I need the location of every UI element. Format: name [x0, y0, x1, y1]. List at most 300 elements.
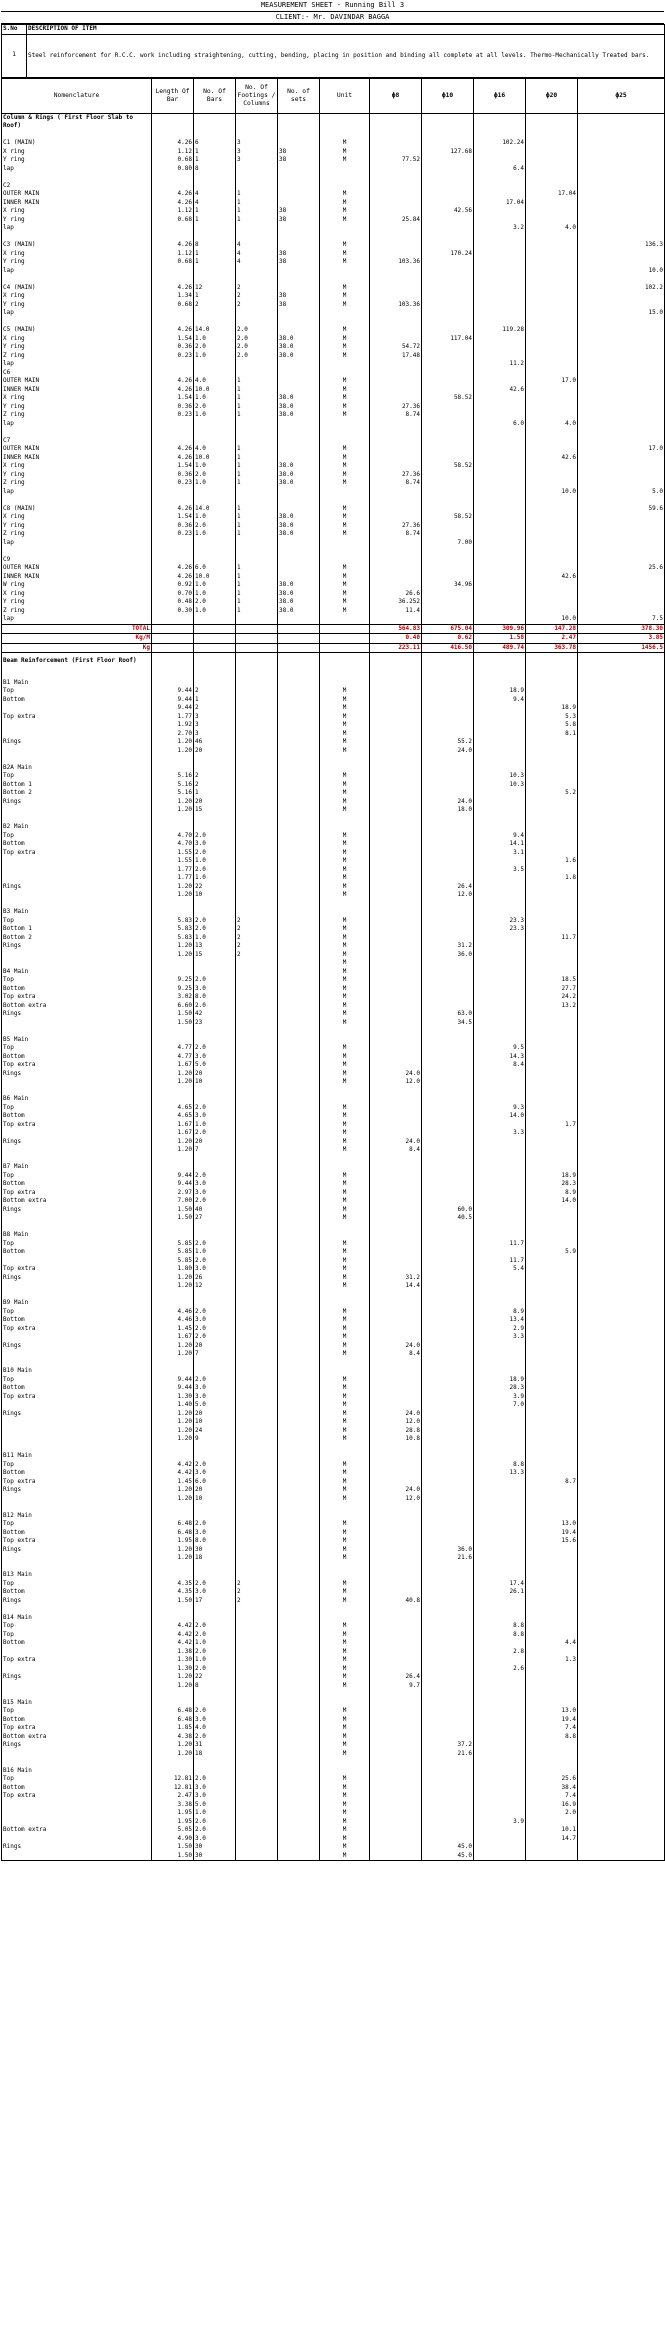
table-cell: 8.9: [474, 1308, 526, 1317]
table-cell: 10: [194, 1495, 236, 1504]
table-cell: lap: [2, 488, 152, 497]
table-cell: M: [320, 747, 370, 756]
table-cell: [474, 454, 526, 463]
table-cell: [526, 1571, 578, 1580]
table-cell: 5.83: [152, 925, 194, 934]
table-cell: X ring: [2, 207, 152, 216]
table-cell: [578, 806, 665, 815]
table-cell: [474, 713, 526, 722]
table-cell: [320, 1605, 370, 1614]
table-cell: [526, 182, 578, 191]
table-cell: [474, 522, 526, 531]
table-cell: [370, 1656, 422, 1665]
table-cell: 10.3: [474, 772, 526, 781]
table-cell: [422, 1682, 474, 1691]
table-cell: Rings: [2, 1138, 152, 1147]
table-cell: lap: [2, 360, 152, 369]
table-cell: 4.26: [152, 505, 194, 514]
table-cell: 15: [194, 951, 236, 960]
table-row: [2, 917, 665, 926]
table-cell: 3.0: [194, 1716, 236, 1725]
table-cell: [474, 1554, 526, 1563]
table-cell: [278, 539, 320, 548]
table-cell: [526, 764, 578, 773]
table-cell: [474, 1546, 526, 1555]
table-cell: 2.0: [194, 1376, 236, 1385]
table-cell: 38.0: [278, 590, 320, 599]
table-cell: [578, 1257, 665, 1266]
table-cell: Top extra: [2, 1325, 152, 1334]
table-cell: Bottom 1: [2, 781, 152, 790]
table-cell: [236, 1767, 278, 1776]
table-cell: 13.0: [526, 1520, 578, 1529]
table-cell: [320, 360, 370, 369]
sno-header: S.No: [2, 25, 27, 35]
table-cell: 1.80: [152, 1265, 194, 1274]
table-cell: B2A Main: [2, 764, 152, 773]
table-cell: [278, 488, 320, 497]
table-cell: [320, 1614, 370, 1623]
table-cell: 9.44: [152, 1172, 194, 1181]
table-cell: [278, 190, 320, 199]
table-row: [2, 301, 665, 310]
table-row: [2, 1452, 665, 1461]
table-cell: [474, 1350, 526, 1359]
table-cell: [370, 1104, 422, 1113]
table-cell: [236, 1665, 278, 1674]
table-cell: 1: [236, 403, 278, 412]
table-cell: [578, 1342, 665, 1351]
table-cell: [278, 1095, 320, 1104]
table-cell: [474, 1597, 526, 1606]
table-cell: [526, 1223, 578, 1232]
table-cell: [422, 386, 474, 395]
table-cell: M: [320, 1401, 370, 1410]
table-cell: [370, 959, 422, 968]
table-cell: C3 (MAIN): [2, 241, 152, 250]
table-cell: [526, 1308, 578, 1317]
table-cell: 3.02: [152, 993, 194, 1002]
table-cell: [236, 1214, 278, 1223]
table-cell: 4.26: [152, 190, 194, 199]
table-cell: [320, 488, 370, 497]
table-cell: M: [320, 1826, 370, 1835]
table-cell: [526, 1061, 578, 1070]
table-cell: 38: [278, 216, 320, 225]
table-cell: [370, 556, 422, 565]
table-cell: [278, 1189, 320, 1198]
table-cell: [578, 156, 665, 165]
table-cell: 5.0: [578, 488, 665, 497]
table-cell: [370, 462, 422, 471]
table-cell: 4.4: [526, 1639, 578, 1648]
table-cell: [526, 1631, 578, 1640]
table-cell: 2: [236, 1597, 278, 1606]
table-cell: M: [320, 411, 370, 420]
table-row: [2, 615, 665, 624]
table-cell: [474, 951, 526, 960]
table-cell: 63.0: [422, 1010, 474, 1019]
table-cell: [236, 1333, 278, 1342]
table-cell: [370, 513, 422, 522]
table-cell: [194, 539, 236, 548]
table-cell: [474, 704, 526, 713]
table-cell: [278, 1716, 320, 1725]
table-cell: [236, 1325, 278, 1334]
table-cell: [278, 696, 320, 705]
table-cell: 1.20: [152, 806, 194, 815]
table-cell: [370, 1027, 422, 1036]
table-cell: [370, 131, 422, 140]
table-cell: [278, 1665, 320, 1674]
table-cell: [578, 670, 665, 679]
table-cell: [278, 789, 320, 798]
table-cell: [278, 653, 320, 671]
table-cell: 170.24: [422, 250, 474, 259]
table-cell: 4.65: [152, 1112, 194, 1121]
table-cell: 1: [194, 148, 236, 157]
table-cell: 42.56: [422, 207, 474, 216]
table-cell: [370, 1852, 422, 1861]
table-cell: [370, 1206, 422, 1215]
table-cell: INNER MAIN: [2, 199, 152, 208]
table-cell: [474, 598, 526, 607]
table-cell: 25.84: [370, 216, 422, 225]
table-cell: [236, 1775, 278, 1784]
table-cell: [236, 369, 278, 378]
table-row: [2, 1053, 665, 1062]
table-cell: [422, 866, 474, 875]
table-cell: [526, 1410, 578, 1419]
table-cell: [320, 1767, 370, 1776]
table-cell: 25.6: [578, 564, 665, 573]
table-cell: [578, 849, 665, 858]
table-cell: M: [320, 1724, 370, 1733]
table-cell: [578, 1393, 665, 1402]
table-cell: [2, 900, 152, 909]
table-row: [2, 1724, 665, 1733]
table-cell: [236, 772, 278, 781]
table-cell: [474, 1095, 526, 1104]
table-cell: 127.68: [422, 148, 474, 157]
table-row: [2, 335, 665, 344]
table-cell: [526, 496, 578, 505]
table-cell: M: [320, 1197, 370, 1206]
table-cell: [578, 1019, 665, 1028]
table-cell: [236, 1197, 278, 1206]
table-row: [2, 1257, 665, 1266]
table-cell: 1: [194, 258, 236, 267]
table-cell: [422, 1367, 474, 1376]
table-cell: [370, 1563, 422, 1572]
table-cell: [236, 976, 278, 985]
table-cell: 1: [236, 573, 278, 582]
table-cell: [422, 1027, 474, 1036]
table-cell: [474, 513, 526, 522]
table-cell: 7: [194, 1146, 236, 1155]
table-cell: [422, 1316, 474, 1325]
table-cell: 7.5: [578, 615, 665, 624]
table-cell: [370, 1291, 422, 1300]
table-cell: [278, 1699, 320, 1708]
table-cell: M: [320, 564, 370, 573]
table-cell: [474, 1214, 526, 1223]
table-row: [2, 772, 665, 781]
table-cell: [474, 993, 526, 1002]
table-cell: Top extra: [2, 1724, 152, 1733]
table-cell: 2: [194, 687, 236, 696]
table-cell: [526, 1758, 578, 1767]
table-cell: Bottom: [2, 1053, 152, 1062]
table-cell: [422, 1053, 474, 1062]
table-cell: M: [320, 445, 370, 454]
table-row: [2, 670, 665, 679]
table-cell: [278, 1248, 320, 1257]
table-cell: [278, 1588, 320, 1597]
table-cell: 36.0: [422, 951, 474, 960]
table-cell: [152, 1758, 194, 1767]
table-row: [2, 1826, 665, 1835]
table-cell: 0.23: [152, 479, 194, 488]
table-cell: [526, 798, 578, 807]
table-cell: [278, 832, 320, 841]
table-cell: [526, 891, 578, 900]
table-row: [2, 1656, 665, 1665]
table-cell: M: [320, 1180, 370, 1189]
table-cell: [422, 1299, 474, 1308]
table-row: [2, 1002, 665, 1011]
table-cell: [422, 1350, 474, 1359]
item-row: [2, 34, 665, 77]
table-cell: [422, 352, 474, 361]
table-cell: [474, 590, 526, 599]
table-cell: 38.0: [278, 581, 320, 590]
table-cell: [236, 1027, 278, 1036]
table-cell: 45.0: [422, 1843, 474, 1852]
table-cell: 2.0: [194, 1333, 236, 1342]
table-cell: [278, 781, 320, 790]
table-cell: 15: [194, 806, 236, 815]
table-cell: 2.97: [152, 1189, 194, 1198]
table-cell: [526, 1291, 578, 1300]
table-cell: [422, 496, 474, 505]
table-cell: [152, 420, 194, 429]
table-cell: M: [320, 1061, 370, 1070]
table-cell: M: [320, 968, 370, 977]
table-cell: [278, 1767, 320, 1776]
table-cell: [526, 1597, 578, 1606]
table-cell: 10.0: [526, 615, 578, 624]
table-cell: 14.0: [194, 505, 236, 514]
table-cell: [526, 696, 578, 705]
table-cell: [370, 738, 422, 747]
table-cell: 1: [236, 394, 278, 403]
table-cell: 2: [194, 301, 236, 310]
table-cell: 27: [194, 1214, 236, 1223]
table-cell: [194, 908, 236, 917]
table-cell: Top: [2, 1775, 152, 1784]
table-cell: M: [320, 1265, 370, 1274]
table-cell: 10.0: [578, 267, 665, 276]
table-cell: [578, 917, 665, 926]
table-cell: [422, 267, 474, 276]
table-cell: [370, 615, 422, 624]
table-cell: [526, 1282, 578, 1291]
table-cell: [236, 1639, 278, 1648]
table-cell: [236, 634, 278, 644]
table-cell: [526, 1444, 578, 1453]
table-cell: [278, 1435, 320, 1444]
table-cell: M: [320, 1631, 370, 1640]
table-cell: [236, 1299, 278, 1308]
table-cell: [236, 1002, 278, 1011]
table-cell: [370, 1036, 422, 1045]
table-cell: 1.95: [152, 1809, 194, 1818]
table-cell: 46: [194, 738, 236, 747]
table-cell: [578, 292, 665, 301]
table-cell: [422, 309, 474, 318]
table-cell: [278, 1291, 320, 1300]
table-cell: [474, 1231, 526, 1240]
table-cell: M: [320, 1520, 370, 1529]
table-cell: [236, 1852, 278, 1861]
table-cell: [278, 420, 320, 429]
table-cell: X ring: [2, 462, 152, 471]
table-cell: Z ring: [2, 411, 152, 420]
table-cell: [278, 505, 320, 514]
table-cell: [236, 738, 278, 747]
table-cell: Rings: [2, 1206, 152, 1215]
table-cell: [370, 420, 422, 429]
table-cell: [578, 1818, 665, 1827]
table-cell: 1: [236, 581, 278, 590]
table-cell: [422, 1784, 474, 1793]
table-cell: [422, 934, 474, 943]
table-cell: M: [320, 1554, 370, 1563]
table-cell: [526, 772, 578, 781]
table-cell: Y ring: [2, 156, 152, 165]
table-cell: [236, 131, 278, 140]
table-cell: [578, 1724, 665, 1733]
table-cell: [236, 1818, 278, 1827]
table-cell: [278, 815, 320, 824]
table-cell: 147.28: [526, 624, 578, 634]
table-cell: [194, 131, 236, 140]
table-cell: Bottom extra: [2, 1002, 152, 1011]
table-cell: [370, 1095, 422, 1104]
table-cell: [578, 1163, 665, 1172]
table-cell: [422, 241, 474, 250]
table-cell: [370, 292, 422, 301]
table-cell: [278, 1231, 320, 1240]
table-cell: 8.7: [526, 1478, 578, 1487]
table-cell: [474, 462, 526, 471]
table-cell: [578, 1308, 665, 1317]
table-cell: 2: [236, 292, 278, 301]
table-cell: 2.0: [194, 1240, 236, 1249]
table-cell: 38: [278, 156, 320, 165]
table-cell: [2, 318, 152, 327]
table-row: [2, 1512, 665, 1521]
table-cell: [474, 428, 526, 437]
table-cell: [370, 1690, 422, 1699]
table-cell: [578, 1665, 665, 1674]
table-cell: 102.2: [578, 284, 665, 293]
table-cell: 3.0: [194, 840, 236, 849]
table-cell: lap: [2, 615, 152, 624]
table-cell: M: [320, 721, 370, 730]
table-cell: 20: [194, 1070, 236, 1079]
table-cell: Bottom: [2, 1716, 152, 1725]
table-cell: [2, 1444, 152, 1453]
table-cell: [474, 1852, 526, 1861]
table-row: [2, 352, 665, 361]
table-cell: [578, 1597, 665, 1606]
table-cell: [578, 1461, 665, 1470]
table-cell: [370, 318, 422, 327]
table-cell: [278, 386, 320, 395]
table-row: [2, 1648, 665, 1657]
table-cell: M: [320, 1733, 370, 1742]
table-cell: M: [320, 1580, 370, 1589]
table-cell: 14.0: [194, 326, 236, 335]
table-cell: 2.0: [194, 866, 236, 875]
table-cell: Y ring: [2, 598, 152, 607]
table-cell: 1.20: [152, 1410, 194, 1419]
table-cell: 0.68: [152, 301, 194, 310]
table-cell: 5.0: [194, 1061, 236, 1070]
table-cell: 1.20: [152, 1546, 194, 1555]
table-cell: 1.20: [152, 1682, 194, 1691]
table-cell: [474, 471, 526, 480]
table-cell: [578, 1588, 665, 1597]
table-cell: [422, 1486, 474, 1495]
column-header: Unit: [320, 78, 370, 113]
table-row: [2, 1801, 665, 1810]
table-cell: [422, 1648, 474, 1657]
table-cell: 2.0: [194, 1631, 236, 1640]
table-cell: [236, 840, 278, 849]
table-cell: [370, 165, 422, 174]
table-cell: [278, 951, 320, 960]
table-cell: [578, 360, 665, 369]
table-cell: [278, 556, 320, 565]
table-row: [2, 1665, 665, 1674]
table-cell: [320, 182, 370, 191]
table-cell: [526, 823, 578, 832]
table-cell: [278, 199, 320, 208]
table-cell: [526, 1588, 578, 1597]
table-cell: 24.0: [370, 1070, 422, 1079]
table-cell: 28.3: [526, 1180, 578, 1189]
table-cell: [578, 131, 665, 140]
table-row: [2, 437, 665, 446]
table-cell: [2, 721, 152, 730]
table-cell: [194, 1452, 236, 1461]
table-row: [2, 1410, 665, 1419]
table-cell: [474, 823, 526, 832]
table-cell: [526, 1333, 578, 1342]
table-cell: 34.5: [422, 1019, 474, 1028]
table-cell: 2.0: [194, 1665, 236, 1674]
table-cell: lap: [2, 420, 152, 429]
table-cell: 14.3: [474, 1053, 526, 1062]
table-cell: [578, 513, 665, 522]
table-cell: 9.44: [152, 1384, 194, 1393]
table-cell: [474, 479, 526, 488]
table-cell: 1.77: [152, 713, 194, 722]
table-cell: 31: [194, 1741, 236, 1750]
